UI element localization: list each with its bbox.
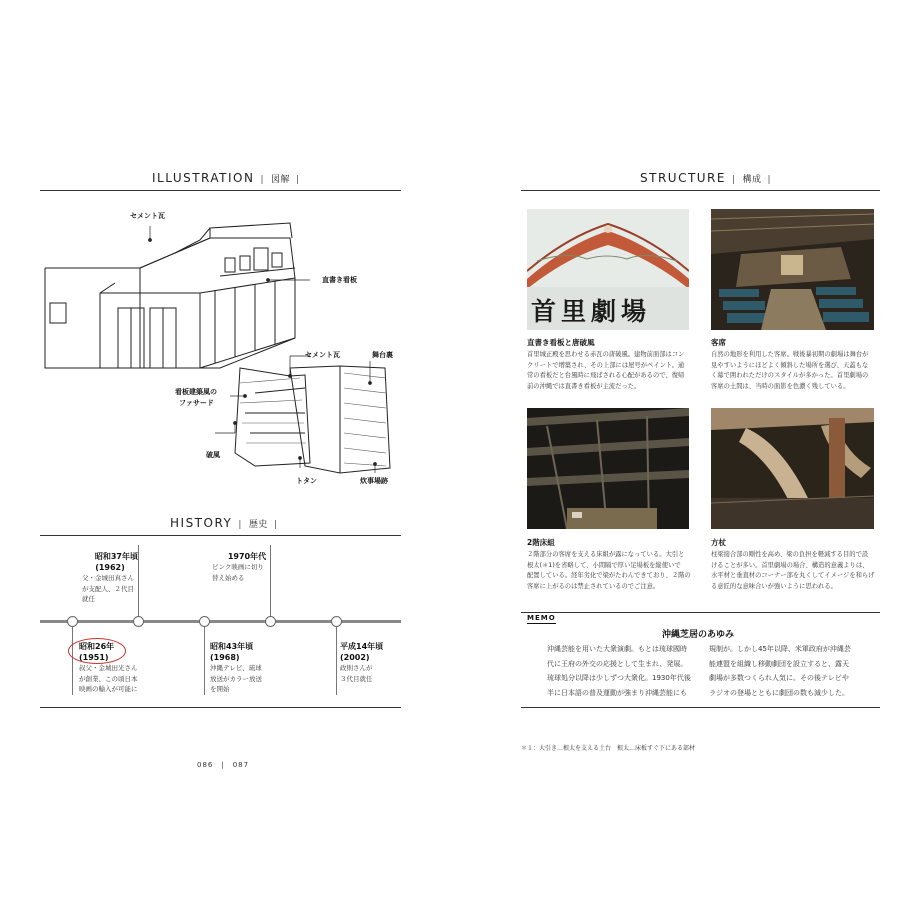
history-event-text: 沖縄テレビ、琉球 — [210, 664, 262, 672]
memo-line: ラジオの登場とともに劇団の数も減少した。 — [709, 688, 849, 697]
history-event-1970s — [212, 551, 270, 583]
memo-line: 半に日本語の普及運動が強まり沖縄芸能にも — [547, 688, 687, 697]
timeline-node — [133, 616, 144, 627]
caption-line: 常の看板だと台風時に飛ばされる心配があるので、復帰 — [527, 372, 685, 379]
footnote: ＊１：大引き…根太を支える土台 根太…床板すぐ下にある部材 — [521, 745, 696, 752]
caption-line: 見やすいようにほどよく傾斜した場所を選び、天蓋もな — [711, 361, 869, 369]
highlight-circle — [68, 638, 126, 664]
caption-line: く幕で囲われただけのスタイルが多かった。首里劇場の — [711, 372, 869, 379]
timeline-tick — [336, 623, 337, 695]
structure-heading-en: STRUCTURE — [640, 171, 726, 185]
photo-caption-title: 2階床組 — [527, 538, 555, 547]
history-event-text: ３代目就任 — [340, 674, 373, 683]
illustration-heading: ILLUSTRATION | 図解 | — [152, 171, 301, 185]
history-event-text: を開始 — [210, 685, 230, 693]
photo-audience-seats — [711, 209, 874, 330]
memo-column-1 — [547, 642, 712, 700]
timeline-tick — [270, 545, 271, 620]
memo-line: 沖縄芸能を用いた大衆演劇。もとは琉球國時 — [547, 645, 687, 653]
history-rule-top — [40, 535, 401, 536]
label-kitchen: 炊事場跡 — [360, 477, 388, 485]
photo-caption-body — [711, 550, 883, 592]
timeline-tick — [204, 623, 205, 695]
history-heading-en: HISTORY — [170, 516, 233, 530]
caption-line: 根太(＊1)を省略して、小間隔で厚い足場板を縦使いで — [527, 561, 681, 569]
history-rule-bottom — [40, 707, 401, 708]
timeline-axis — [40, 620, 401, 623]
memo-rule-top — [521, 612, 880, 613]
timeline-tick — [72, 623, 73, 695]
timeline-node — [331, 616, 342, 627]
memo-column-2 — [709, 642, 874, 700]
history-event-year-western: (1968) — [210, 653, 240, 662]
memo-line: 劇場が多数つくられ人気に。その後テレビや — [709, 674, 849, 682]
history-event-text: が支配人、２代目 — [82, 584, 134, 593]
history-event-year: 昭和43年頃 — [210, 642, 254, 651]
photo-caption-body — [527, 550, 699, 592]
history-event-year: 1970年代 — [227, 552, 267, 561]
photo-caption-title: 客席 — [711, 338, 726, 347]
caption-line: 配置している。経年劣化で梁がたわんできており、２階の — [527, 572, 691, 579]
theater-building-illustration — [40, 218, 400, 488]
caption-line: クリートで増築され、その上部には屋号がペイント。通 — [527, 361, 685, 369]
memo-line: 琉球処分以降は少しずつ大衆化。1930年代後 — [547, 674, 691, 682]
history-heading: HISTORY | 歴史 | — [170, 516, 279, 530]
illustration-heading-en: ILLUSTRATION — [152, 171, 255, 185]
label-tin: トタン — [296, 477, 317, 485]
label-facade-1: 看板建築風の — [175, 388, 217, 396]
history-event-text: ピンク映画に切り — [212, 563, 264, 571]
history-event-text: 替え始める — [212, 573, 245, 582]
caption-line: 水平材と垂直材のコーナー部を丸くしてイメージを和らげ — [711, 572, 875, 579]
label-cement-tile-2: セメント瓦 — [305, 351, 340, 359]
caption-line: る意匠的な意味合いが強いように思われる。 — [711, 582, 837, 590]
caption-line: ２階部分の客席を支える床組が露になっている。大引と — [527, 551, 685, 558]
page-folio: 086 | 087 — [197, 761, 250, 769]
label-gable: 破風 — [206, 451, 220, 459]
history-event-text: 就任 — [82, 595, 95, 603]
memo-label: MEMO — [527, 614, 556, 622]
photo-caption-body — [711, 350, 881, 392]
history-event-year-western: (2002) — [340, 653, 370, 662]
photo-sign-gable — [527, 209, 689, 330]
history-event-text: が創業、この頃日本 — [79, 674, 138, 683]
structure-heading: STRUCTURE | 構成 | — [640, 171, 773, 185]
structure-rule — [521, 190, 880, 191]
timeline-node — [67, 616, 78, 627]
illustration-heading-jp: 図解 — [271, 175, 291, 185]
history-event-1962 — [82, 551, 138, 605]
history-event-year-western: (1951) — [79, 653, 109, 662]
history-event-text: 放送がカラー放送 — [210, 674, 262, 683]
memo-line: 規制が。しかし45年以降、米軍政府が沖縄芸 — [709, 645, 851, 653]
label-facade-2: ファサード — [179, 399, 214, 407]
caption-line: 客席に上がるのは禁止されているのでご注意。 — [527, 582, 660, 590]
timeline-node — [265, 616, 276, 627]
photo-sign-lettering: 首里劇場 — [531, 297, 652, 326]
history-event-text: 叔父・金城田光さん — [79, 664, 138, 672]
caption-line: 柱梁接合部の剛性を高め、梁の負担を軽減する目的で設 — [711, 551, 869, 558]
memo-title: 沖縄芝居のあゆみ — [662, 630, 735, 640]
label-cement-tile-top: セメント瓦 — [130, 212, 165, 220]
timeline-node — [199, 616, 210, 627]
history-event-2002 — [340, 641, 400, 684]
photo-floor-framing — [527, 408, 689, 529]
label-direct-sign: 直書き看板 — [322, 276, 357, 284]
history-event-year-western: (1962) — [95, 563, 125, 572]
memo-rule-bottom — [521, 707, 880, 708]
caption-line: 前の沖縄では直書き看板が主流だった。 — [527, 382, 641, 390]
photo-floor-framing-art — [527, 408, 689, 529]
history-event-text: 映画の輸入が可能に — [79, 685, 138, 693]
caption-line: 首里城正殿を思わせる赤瓦の唐破風。建物前面部はコン — [527, 351, 685, 358]
structure-heading-jp: 構成 — [742, 175, 762, 185]
photo-knee-brace — [711, 408, 874, 529]
label-stage-back: 舞台裏 — [372, 351, 393, 359]
caption-line: けることが多い。首里劇場の場合、構造的意義よりは、 — [711, 561, 869, 569]
timeline-tick — [138, 545, 139, 620]
memo-line: 代に王府の外交の応援として生まれ、発展。 — [547, 659, 688, 668]
photo-caption-body — [527, 350, 697, 392]
history-event-year: 昭和37年頃 — [94, 552, 138, 561]
caption-line: 客席の土間は、当時の面影を色濃く残している。 — [711, 382, 850, 390]
caption-line: 自然の地形を利用した客席。戦後暴初期の劇場は舞台が — [711, 351, 869, 358]
photo-knee-brace-art — [711, 408, 874, 529]
history-event-text: 政則さんが — [340, 664, 373, 672]
memo-line: 能連盟を組織し移動劇団を設立すると、露天 — [709, 659, 849, 668]
photo-audience-seats-art — [711, 209, 874, 330]
photo-caption-title: 直書き看板と唐破風 — [527, 338, 595, 347]
history-event-text: 父・金城田真さん — [82, 574, 134, 582]
photo-caption-title: 方杖 — [711, 538, 726, 547]
illustration-rule — [40, 190, 401, 191]
history-heading-jp: 歴史 — [248, 520, 268, 530]
history-event-1968 — [210, 641, 278, 695]
history-event-year: 平成14年頃 — [340, 642, 384, 651]
history-event-year: 昭和26年 — [79, 642, 115, 651]
